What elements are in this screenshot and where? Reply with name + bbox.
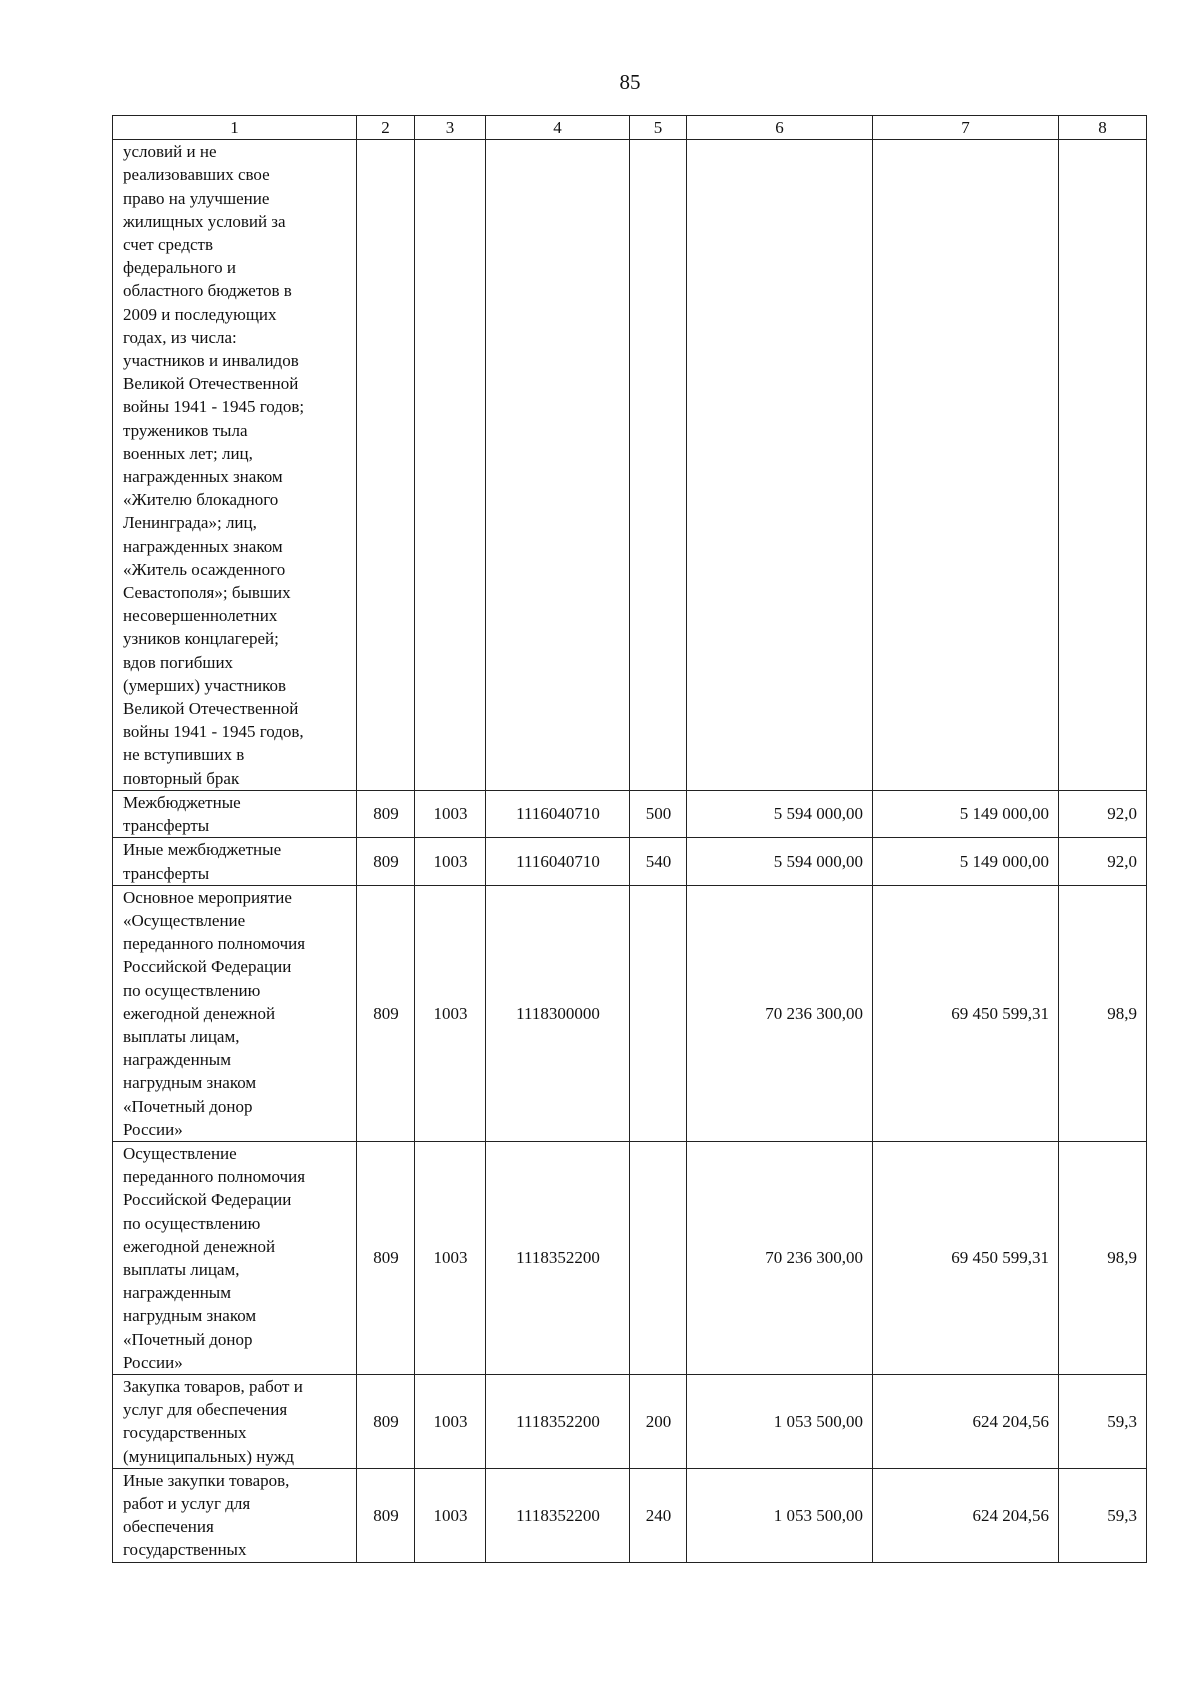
execution-percent: 92,0 [1059, 790, 1147, 837]
item-name: Межбюджетные трансферты [113, 790, 357, 837]
execution-percent: 92,0 [1059, 838, 1147, 885]
target-article-code: 1118300000 [486, 885, 630, 1141]
expense-type-code [630, 140, 687, 791]
expense-type-code: 540 [630, 838, 687, 885]
ministry-code: 809 [357, 885, 415, 1141]
expense-type-code: 240 [630, 1468, 687, 1562]
section-code: 1003 [415, 1141, 486, 1374]
ministry-code [357, 140, 415, 791]
table-row [113, 885, 1147, 1141]
actual-amount: 5 149 000,00 [873, 838, 1059, 885]
execution-percent: 98,9 [1059, 1141, 1147, 1374]
section-code [415, 140, 486, 791]
table-row [113, 1141, 1147, 1374]
planned-amount: 1 053 500,00 [687, 1374, 873, 1468]
target-article-code: 1118352200 [486, 1141, 630, 1374]
item-name: условий и не реализовавших свое право на улучшение жилищных условий за счет средств федерального и областного бюджетов в 2009 и последующих годах, из числа: участников и инвалидов Великой Отечественной войны 1941 - 1945 годов; тружеников тыла военных лет; лиц, награжденных знаком «Жителю блокадного Ленинграда»; лиц, награжденных знаком «Житель осажденного Севастополя»; бывших несовершеннолетних узников концлагерей; вдов погибших (умерших) участников Великой Отечественной войны 1941 - 1945 годов, не вступивших в повторный брак [113, 140, 357, 791]
ministry-code: 809 [357, 1141, 415, 1374]
ministry-code: 809 [357, 790, 415, 837]
expense-type-code: 500 [630, 790, 687, 837]
section-code: 1003 [415, 1374, 486, 1468]
actual-amount: 624 204,56 [873, 1468, 1059, 1562]
item-name: Иные закупки товаров, работ и услуг для обеспечения государственных [113, 1468, 357, 1562]
column-header: 1 [113, 116, 357, 140]
column-header: 8 [1059, 116, 1147, 140]
target-article-code: 1116040710 [486, 790, 630, 837]
execution-percent [1059, 140, 1147, 791]
table-row [113, 1468, 1147, 1562]
planned-amount: 70 236 300,00 [687, 1141, 873, 1374]
execution-percent: 98,9 [1059, 885, 1147, 1141]
item-name: Основное мероприятие «Осуществление переданного полномочия Российской Федерации по осуществлению ежегодной денежной выплаты лицам, награжденным нагрудным знаком «Почетный донор России» [113, 885, 357, 1141]
item-name: Иные межбюджетные трансферты [113, 838, 357, 885]
ministry-code: 809 [357, 1374, 415, 1468]
actual-amount: 5 149 000,00 [873, 790, 1059, 837]
ministry-code: 809 [357, 1468, 415, 1562]
target-article-code: 1118352200 [486, 1468, 630, 1562]
planned-amount: 5 594 000,00 [687, 838, 873, 885]
item-name: Осуществление переданного полномочия Российской Федерации по осуществлению ежегодной денежной выплаты лицам, награжденным нагрудным знаком «Почетный донор России» [113, 1141, 357, 1374]
expense-type-code [630, 1141, 687, 1374]
execution-percent: 59,3 [1059, 1374, 1147, 1468]
column-header: 6 [687, 116, 873, 140]
table-header-row [113, 116, 1147, 140]
table-row [113, 838, 1147, 885]
column-header: 5 [630, 116, 687, 140]
target-article-code [486, 140, 630, 791]
planned-amount: 70 236 300,00 [687, 885, 873, 1141]
page-number: 85 [619, 70, 641, 94]
actual-amount: 69 450 599,31 [873, 1141, 1059, 1374]
target-article-code: 1118352200 [486, 1374, 630, 1468]
item-name: Закупка товаров, работ и услуг для обеспечения государственных (муниципальных) нужд [113, 1374, 357, 1468]
planned-amount: 5 594 000,00 [687, 790, 873, 837]
column-header: 2 [357, 116, 415, 140]
expense-type-code: 200 [630, 1374, 687, 1468]
actual-amount: 624 204,56 [873, 1374, 1059, 1468]
section-code: 1003 [415, 1468, 486, 1562]
planned-amount: 1 053 500,00 [687, 1468, 873, 1562]
column-header: 4 [486, 116, 630, 140]
expense-type-code [630, 885, 687, 1141]
actual-amount [873, 140, 1059, 791]
execution-percent: 59,3 [1059, 1468, 1147, 1562]
column-header: 3 [415, 116, 486, 140]
target-article-code: 1116040710 [486, 838, 630, 885]
table-row [113, 790, 1147, 837]
section-code: 1003 [415, 838, 486, 885]
table-row [113, 140, 1147, 791]
budget-table [112, 115, 1147, 1563]
section-code: 1003 [415, 885, 486, 1141]
section-code: 1003 [415, 790, 486, 837]
column-header: 7 [873, 116, 1059, 140]
planned-amount [687, 140, 873, 791]
table-row [113, 1374, 1147, 1468]
ministry-code: 809 [357, 838, 415, 885]
actual-amount: 69 450 599,31 [873, 885, 1059, 1141]
